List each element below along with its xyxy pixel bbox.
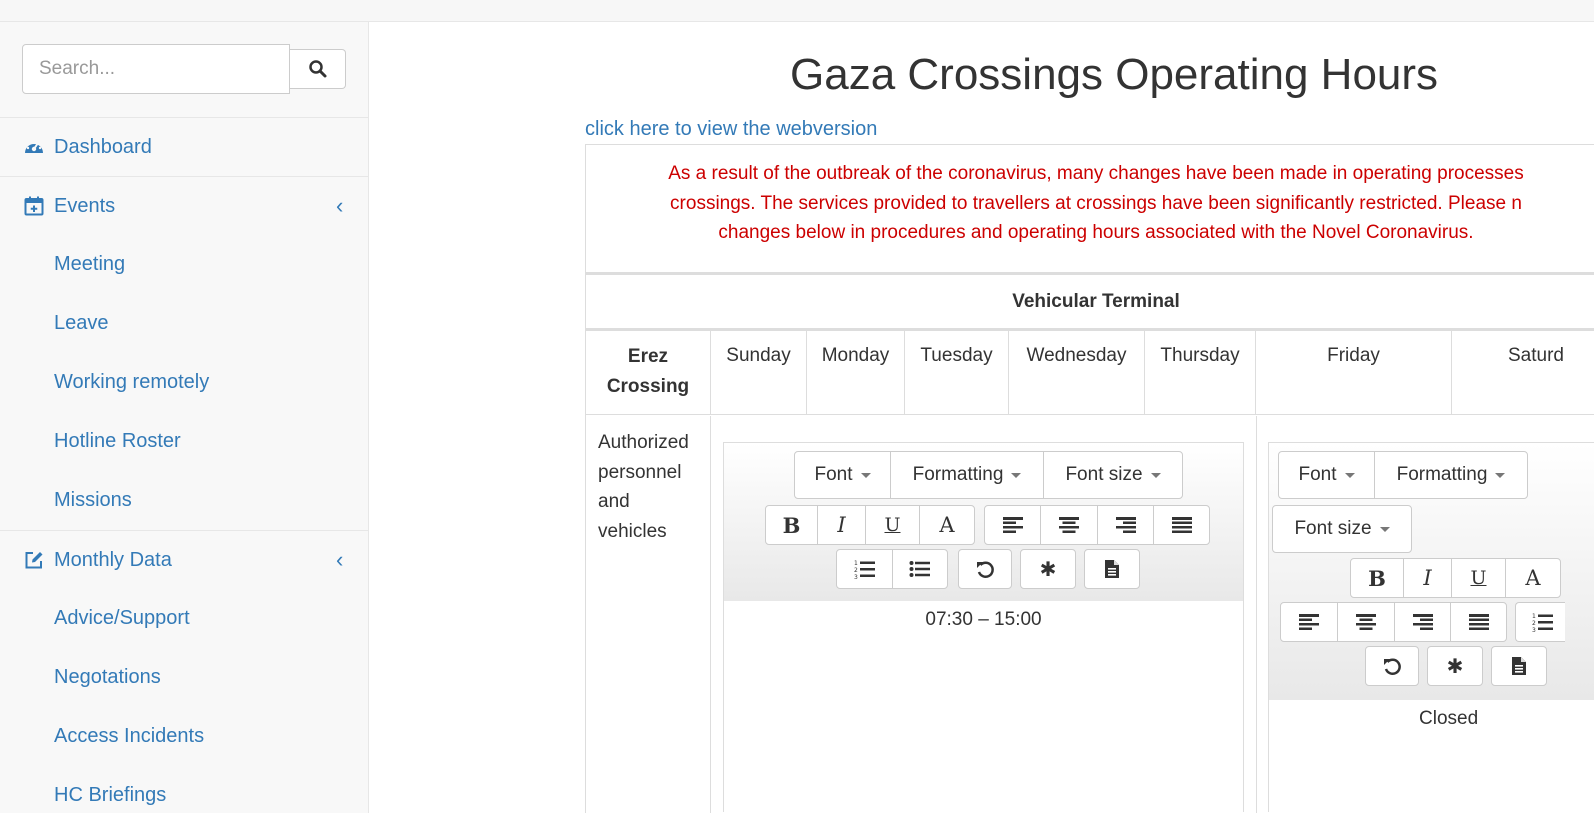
edit-icon — [23, 549, 45, 571]
text-color-button[interactable] — [919, 505, 975, 545]
align-right-button[interactable] — [1097, 505, 1154, 545]
column-header-thursday: Thursday — [1145, 331, 1256, 415]
bold-icon: B — [782, 512, 801, 538]
font-size-dropdown-label: Font size — [1065, 464, 1143, 485]
notice-line: crossings. The services provided to travellers at crossings have been significantly restricted. Please n — [670, 192, 1522, 214]
coronavirus-notice — [586, 145, 1594, 273]
sidebar-item-monthly-data[interactable] — [0, 530, 369, 589]
font-dropdown-label: Font — [1298, 464, 1337, 485]
corner-line: Crossing — [606, 376, 690, 397]
svg-text:1: 1 — [1532, 613, 1536, 620]
webversion-link[interactable]: click here to view the webversion — [585, 118, 878, 140]
undo-icon — [1382, 656, 1402, 676]
row-label — [586, 416, 711, 813]
text-color-button[interactable] — [1505, 558, 1561, 598]
column-header-tuesday: Tuesday — [905, 331, 1009, 415]
sidebar-item-events[interactable] — [0, 176, 369, 235]
font-dropdown[interactable] — [1278, 451, 1375, 499]
search-form — [22, 44, 346, 94]
text-color-icon: A — [939, 513, 955, 537]
section-title: Vehicular Terminal — [1012, 291, 1180, 312]
sidebar-nav — [0, 117, 369, 813]
justify-button[interactable] — [1153, 505, 1210, 545]
sidebar-item-leave[interactable] — [0, 294, 369, 353]
sidebar-item-label: Advice/Support — [54, 607, 190, 629]
unordered-list-button[interactable] — [892, 549, 948, 589]
align-center-icon — [1058, 516, 1080, 534]
ordered-list-button[interactable] — [1515, 602, 1565, 642]
caret-down-icon — [1345, 473, 1355, 478]
align-center-button[interactable] — [1337, 602, 1395, 642]
document-icon — [1104, 559, 1120, 579]
formatting-dropdown-label: Formatting — [912, 464, 1004, 485]
italic-button[interactable] — [817, 505, 866, 545]
sidebar-item-label: Meeting — [54, 253, 126, 275]
formatting-dropdown-label: Formatting — [1396, 464, 1488, 485]
rich-text-editor-friday — [1268, 442, 1594, 812]
align-center-icon — [1355, 613, 1377, 631]
sidebar-item-hc-briefings[interactable] — [0, 766, 369, 813]
align-left-button[interactable] — [1280, 602, 1338, 642]
justify-icon — [1468, 613, 1490, 631]
sidebar-item-access-incidents[interactable] — [0, 707, 369, 766]
font-size-dropdown-label: Font size — [1294, 518, 1372, 539]
sidebar-item-meeting[interactable] — [0, 235, 369, 294]
document-icon — [1511, 656, 1527, 676]
sidebar-item-label: HC Briefings — [54, 784, 167, 806]
caret-down-icon — [1151, 473, 1161, 478]
font-size-dropdown[interactable] — [1272, 505, 1412, 553]
column-header-sunday: Sunday — [711, 331, 807, 415]
svg-text:3: 3 — [1532, 627, 1536, 632]
align-right-button[interactable] — [1394, 602, 1451, 642]
asterisk-icon: ✱ — [1039, 557, 1057, 581]
editor-toolbar — [1269, 443, 1594, 700]
bold-icon: B — [1368, 565, 1386, 591]
bold-button[interactable] — [765, 505, 818, 545]
search-input[interactable] — [22, 44, 290, 94]
sidebar-item-label: Working remotely — [54, 371, 210, 393]
svg-text:2: 2 — [853, 567, 858, 574]
undo-icon — [975, 559, 995, 579]
sidebar-item-label: Monthly Data — [54, 548, 172, 571]
main-content — [370, 22, 1594, 813]
corner-line: Erez — [627, 346, 669, 367]
row-label-line: personnel — [598, 461, 682, 483]
column-header-monday: Monday — [807, 331, 905, 415]
sidebar-item-negotations[interactable] — [0, 648, 369, 707]
column-divider — [1256, 416, 1257, 813]
column-header-friday: Friday — [1256, 331, 1452, 415]
sidebar-item-label: Events — [54, 194, 116, 217]
sidebar — [0, 22, 369, 813]
table-corner-header — [586, 331, 711, 415]
sidebar-item-label: Leave — [54, 312, 109, 334]
row-label-line: and — [598, 491, 630, 512]
italic-icon: I — [1423, 566, 1432, 590]
caret-down-icon — [1495, 473, 1505, 478]
sidebar-item-missions[interactable] — [0, 471, 369, 530]
text-color-icon: A — [1525, 566, 1541, 590]
editor-toolbar — [724, 443, 1243, 601]
sidebar-item-hotline-roster[interactable] — [0, 412, 369, 471]
unordered-list-icon — [909, 560, 931, 578]
ordered-list-icon — [854, 559, 876, 579]
editor-content[interactable]: Closed — [1419, 708, 1479, 729]
sidebar-item-working-remotely[interactable] — [0, 353, 369, 412]
column-header-saturday: Saturd — [1452, 331, 1594, 415]
sidebar-item-label: Dashboard — [54, 135, 152, 158]
row-label-line: vehicles — [598, 520, 667, 542]
sidebar-item-label: Access Incidents — [54, 725, 205, 747]
underline-button[interactable] — [1451, 558, 1506, 598]
chevron-left-icon: ‹ — [336, 547, 344, 572]
italic-button[interactable] — [1403, 558, 1452, 598]
sidebar-item-label: Negotations — [54, 666, 161, 688]
caret-down-icon — [861, 473, 871, 478]
undo-button[interactable] — [958, 549, 1012, 589]
justify-button[interactable] — [1450, 602, 1507, 642]
calendar-plus-icon — [23, 195, 45, 217]
font-dropdown-label: Font — [814, 464, 853, 485]
rich-text-editor-weekdays — [723, 442, 1244, 812]
page-title: Gaza Crossings Operating Hours — [790, 50, 1439, 99]
align-right-icon — [1412, 613, 1434, 631]
svg-text:1: 1 — [853, 560, 858, 567]
align-left-icon — [1298, 613, 1320, 631]
asterisk-icon: ✱ — [1446, 654, 1464, 678]
dashboard-icon — [23, 136, 45, 158]
notice-line: changes below in procedures and operating hours associated with the Novel Coronavirus. — [718, 222, 1474, 243]
search-icon — [308, 59, 328, 79]
ordered-list-button[interactable] — [836, 549, 893, 589]
sidebar-item-advice-support[interactable] — [0, 589, 369, 648]
editor-content[interactable]: 07:30 – 15:00 — [925, 609, 1042, 630]
caret-down-icon — [1380, 527, 1390, 532]
svg-text:2: 2 — [1532, 620, 1536, 627]
underline-icon: U — [884, 514, 901, 536]
special-char-button[interactable] — [1020, 549, 1076, 589]
notice-line: As a result of the outbreak of the coronavirus, many changes have been made in operating processes — [668, 163, 1524, 184]
align-center-button[interactable] — [1040, 505, 1098, 545]
underline-button[interactable] — [865, 505, 920, 545]
search-button[interactable] — [290, 49, 346, 89]
ordered-list-icon — [1532, 612, 1554, 632]
align-left-icon — [1002, 516, 1024, 534]
align-left-button[interactable] — [984, 505, 1041, 545]
operating-hours-table — [585, 144, 1594, 813]
special-char-button[interactable] — [1427, 646, 1483, 686]
font-size-dropdown[interactable] — [1043, 451, 1183, 499]
undo-button[interactable] — [1365, 646, 1419, 686]
align-right-icon — [1115, 516, 1137, 534]
font-dropdown[interactable] — [794, 451, 891, 499]
chevron-left-icon: ‹ — [336, 193, 344, 218]
caret-down-icon — [1011, 473, 1021, 478]
sidebar-item-label: Missions — [54, 489, 132, 511]
top-bar — [0, 0, 1594, 22]
sidebar-item-dashboard[interactable] — [0, 117, 369, 176]
underline-icon: U — [1470, 567, 1487, 589]
row-label-line: Authorized — [598, 432, 689, 453]
justify-icon — [1171, 516, 1193, 534]
formatting-dropdown[interactable] — [1374, 451, 1528, 499]
sidebar-item-label: Hotline Roster — [54, 430, 181, 452]
formatting-dropdown[interactable] — [890, 451, 1044, 499]
svg-text:3: 3 — [853, 574, 858, 579]
column-header-wednesday: Wednesday — [1009, 331, 1145, 415]
source-button[interactable] — [1084, 549, 1140, 589]
italic-icon: I — [837, 513, 846, 537]
bold-button[interactable] — [1350, 558, 1404, 598]
source-button[interactable] — [1491, 646, 1547, 686]
